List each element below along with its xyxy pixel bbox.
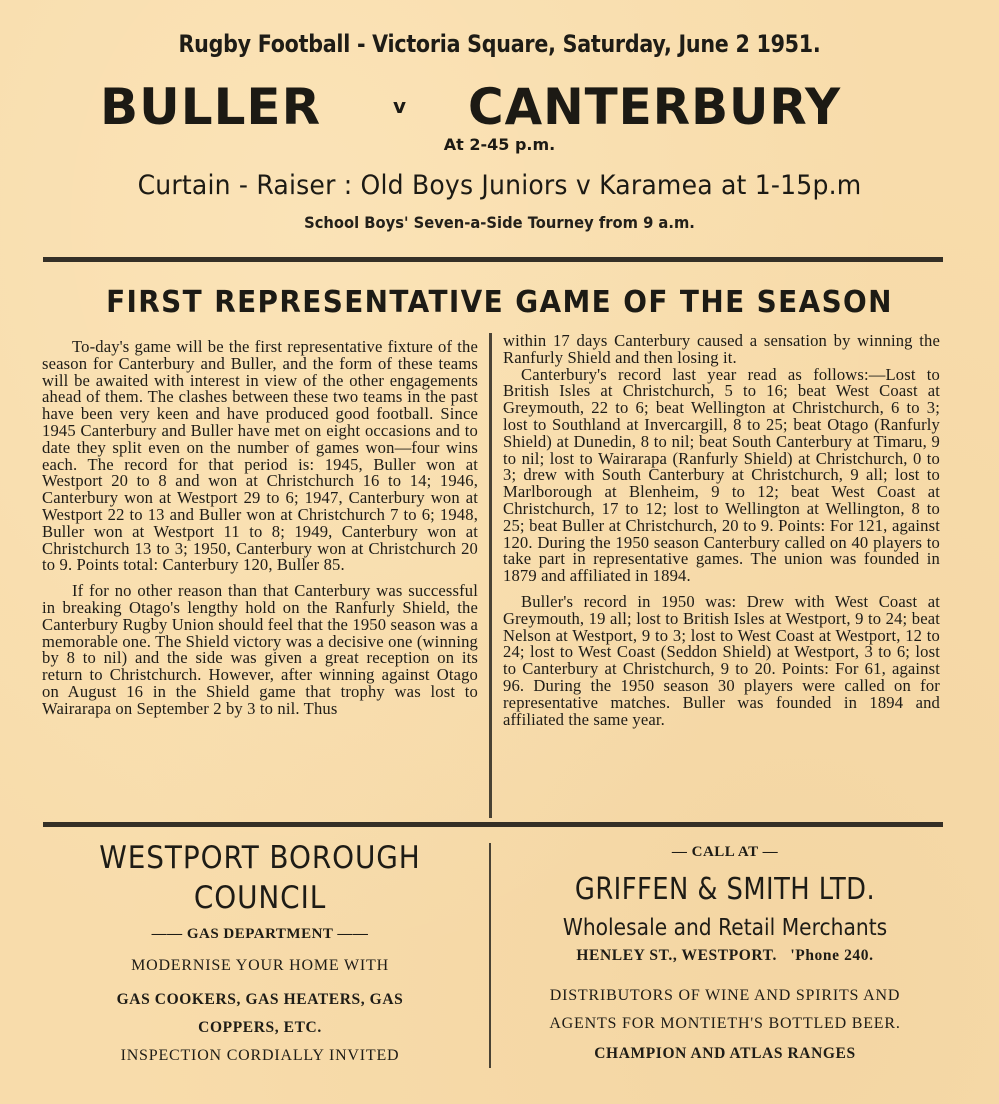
ad-griffen-smith: [500, 836, 950, 1063]
top-divider-rule: [43, 257, 943, 262]
ad-department: —— GAS DEPARTMENT ——: [151, 926, 369, 942]
versus-label: v: [393, 94, 407, 118]
ad-line: INSPECTION CORDIALLY INVITED: [120, 1047, 400, 1064]
ad-divider: [489, 843, 491, 1068]
article-left-column: [42, 339, 478, 718]
ad-line: GAS COOKERS, GAS HEATERS, GAS: [116, 991, 404, 1008]
article-title: FIRST REPRESENTATIVE GAME OF THE SEASON: [106, 285, 893, 320]
away-team: CANTERBURY: [468, 78, 842, 136]
ad-tagline: Wholesale and Retail Merchants: [562, 915, 888, 941]
ad-westport-borough-council: [40, 836, 480, 1065]
article-paragraph: within 17 days Canterbury caused a sensation by winning the Ranfurly Shield and then losing it.: [503, 331, 940, 367]
ad-line: CHAMPION AND ATLAS RANGES: [594, 1045, 856, 1062]
article-right-column: [503, 333, 940, 728]
article-paragraph: Buller's record in 1950 was: Drew with West Coast at Greymouth, 19 all; lost to British Isles at Westport, 9 to 24; beat Nelson at Westport, 9 to 3; lost to West Coast at Westport, 12 to 24; lost to West Coast (Seddon Shield) at Westport, 3 to 6; lost to Canterbury at Christchurch, 9 to 20. Points: For 61, against 96. During the 1950 season 30 players were called on for representative matches. Buller was founded in 1894 and affiliated the same year.: [503, 591, 940, 729]
ad-line: AGENTS FOR MONTIETH'S BOTTLED BEER.: [549, 1015, 901, 1032]
match-heading: [0, 78, 999, 138]
event-line: Rugby Football - Victoria Square, Saturday, June 2 1951.: [178, 30, 821, 58]
article-paragraph: If for no other reason than that Canterbury was successful in breaking Otago's lengthy hold on the Ranfurly Shield, the Canterbury Rugby Union should feel that the 1950 season was a memorable one. The Shield victory was a decisive one (winning by 8 to nil) and the side was given a great reception on its return to Christchurch. However, after winning against Otago on August 16 in the Shield game that trophy was lost to Wairarapa on September 2 by 3 to nil. Thus: [42, 581, 478, 718]
kickoff-time: At 2-45 p.m.: [443, 135, 556, 154]
article-paragraph: To-day's game will be the first representative fixture of the season for Canterbury and Buller, and the form of these teams will be awaited with interest in view of the other engagements ahead of them. The clashes between these two teams in the past have been very keen and have produced good football. Since 1945 Canterbury and Buller have met on eight occasions and to date they split even on the number of games won—four wins each. The record for that period is: 1945, Buller won at Westport 20 to 8 and won at Christchurch 16 to 14; 1946, Canterbury won at Westport 29 to 6; 1947, Canterbury won at Westport 22 to 13 and Buller won at Christchurch 7 to 6; 1948, Buller won at Westport 11 to 8; 1949, Canterbury won at Christchurch 13 to 3; 1950, Canterbury won at Christchurch 20 to 9. Points total: Canterbury 120, Buller 85.: [42, 337, 478, 575]
ad-line: COPPERS, ETC.: [198, 1019, 322, 1036]
article-paragraph: Canterbury's record last year read as follows:—Lost to British Isles at Christchurch, 5 to 16; beat West Coast at Greymouth, 22 to 6; beat Wellington at Christchurch, 6 to 3; lost to Southland at Invercargill, 8 to 25; beat Otago (Ranfurly Shield) at Dunedin, 8 to nil; beat South Canterbury at Timaru, 9 to nil; lost to Wairarapa (Ranfurly Shield) at Christchurch, 0 to 3; drew with South Canterbury at Christchurch, 9 all; lost to Marlborough at Blenheim, 9 to 12; beat West Coast at Christchurch, 17 to 12; lost to Wellington at Wellington, 8 to 25; beat Buller at Christchurch, 20 to 9. Points: For 121, against 120. During the 1950 season Canterbury called on 40 players to take part in representative games. The union was founded in 1879 and affiliated in 1894.: [503, 364, 940, 586]
bottom-divider-rule: [43, 822, 943, 827]
ad-title-line2: COUNCIL: [193, 880, 327, 916]
column-divider: [489, 333, 492, 818]
ad-line: DISTRIBUTORS OF WINE AND SPIRITS AND: [549, 987, 901, 1004]
tourney-note: School Boys' Seven-a-Side Tourney from 9 a.m.: [304, 213, 695, 232]
home-team: BULLER: [100, 78, 322, 136]
ad-title-line1: WESTPORT BOROUGH: [99, 840, 421, 876]
ad-company-name: GRIFFEN & SMITH LTD.: [574, 872, 876, 907]
curtain-raiser: Curtain - Raiser : Old Boys Juniors v Karamea at 1-15p.m: [137, 170, 862, 201]
ad-line: MODERNISE YOUR HOME WITH: [131, 957, 389, 974]
ad-address: HENLEY ST., WESTPORT. 'Phone 240.: [576, 947, 874, 964]
ad-call-at: — CALL AT —: [671, 844, 779, 860]
